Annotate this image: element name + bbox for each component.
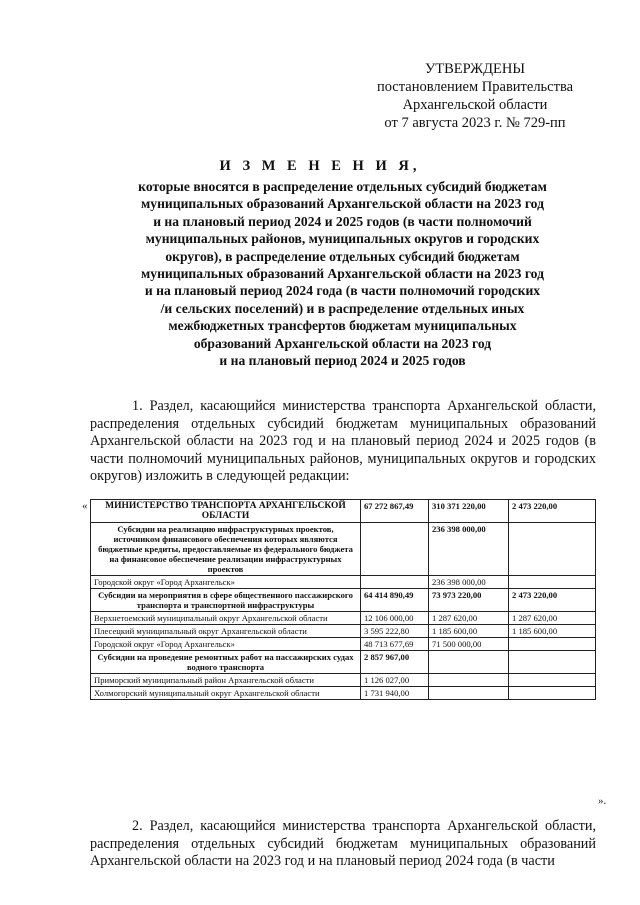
amount-2023-cell: [361, 523, 429, 576]
amount-2023-cell: 1 731 940,00: [361, 687, 429, 700]
table-row: [91, 576, 596, 589]
heading-line: округов), в распределение отдельных субсидий бюджетам: [165, 248, 520, 264]
amount-2025-cell: 1 287 620,00: [509, 612, 596, 625]
table-row: [91, 523, 596, 576]
paragraph-2: 2. Раздел, касающийся министерства транспорта Архангельской области, распределения отдельных субсидий бюджетам муниципальных образований Архангельской области на 2023 год и на плановый период 2024 года (в части: [90, 818, 596, 870]
amount-2023-cell: [361, 576, 429, 589]
amount-2023-cell: 48 713 677,69: [361, 638, 429, 651]
amount-2024-cell: 73 973 220,00: [429, 589, 509, 612]
amount-2025-cell: [509, 638, 596, 651]
amount-2024-cell: [429, 674, 509, 687]
heading-line: и на плановый период 2024 года (в части полномочий городских: [144, 283, 541, 299]
amount-2023-cell: 3 595 222,80: [361, 625, 429, 638]
heading-line: межбюджетных трансфертов бюджетам муниципальных: [168, 318, 517, 334]
amount-2024-cell: [429, 687, 509, 700]
amount-2025-cell: [509, 576, 596, 589]
changes-heading: [100, 178, 585, 369]
amount-2024-cell: 1 287 620,00: [429, 612, 509, 625]
recipient-cell: МИНИСТЕРСТВО ТРАНСПОРТА АРХАНГЕЛЬСКОЙ ОБЛАСТИ: [91, 500, 361, 523]
recipient-cell: Приморский муниципальный район Архангельской области: [91, 674, 361, 687]
amount-2024-cell: 71 500 000,00: [429, 638, 509, 651]
recipient-cell: Холмогорский муниципальный округ Архангельской области: [91, 687, 361, 700]
recipient-cell: Городской округ «Город Архангельск»: [91, 576, 361, 589]
table-row: [91, 589, 596, 612]
recipient-cell: Субсидии на проведение ремонтных работ на пассажирских судах водного транспорта: [91, 651, 361, 674]
heading-line: и на плановый период 2024 и 2025 годов: [219, 353, 466, 369]
amount-2025-cell: 2 473 220,00: [509, 589, 596, 612]
approval-line: постановлением Правительства: [376, 79, 574, 95]
subsidy-table: [90, 499, 596, 700]
amount-2023-cell: 67 272 867,49: [361, 500, 429, 523]
opening-quote: «: [82, 500, 88, 512]
amount-2025-cell: [509, 674, 596, 687]
closing-quote: ».: [598, 795, 607, 807]
heading-line: муниципальных районов, муниципальных округов и городских: [145, 231, 540, 247]
amount-2025-cell: 1 185 600,00: [509, 625, 596, 638]
recipient-cell: Городской округ «Город Архангельск»: [91, 638, 361, 651]
heading-line: муниципальных образований Архангельской области на 2023 год: [141, 196, 544, 212]
amount-2025-cell: [509, 687, 596, 700]
table-row: [91, 500, 596, 523]
amount-2023-cell: 2 857 967,00: [361, 651, 429, 674]
approval-date-number: от 7 августа 2023 г. № 729-пп: [384, 115, 566, 131]
approval-title: УТВЕРЖДЕНЫ: [424, 61, 526, 77]
heading-line: и на плановый период 2024 и 2025 годов (в части полномочий: [153, 213, 532, 229]
paragraph-1: 1. Раздел, касающийся министерства транспорта Архангельской области, распределения отдельных субсидий бюджетам муниципальных образований Архангельской области на 2023 год и на плановый период 2024 и 2025 годов (в части полномочий муниципальных районов, муниципальных округов и городских округов) изложить в следующей редакции:: [90, 398, 596, 485]
table-row: [91, 638, 596, 651]
amount-2024-cell: 236 398 000,00: [429, 576, 509, 589]
approval-line: Архангельской области: [402, 97, 548, 113]
approval-block: [360, 60, 590, 132]
table-row: [91, 687, 596, 700]
recipient-cell: Плесецкий муниципальный округ Архангельской области: [91, 625, 361, 638]
heading-line: которые вносятся в распределение отдельных субсидий бюджетам: [138, 179, 547, 194]
table-row: [91, 612, 596, 625]
recipient-cell: Субсидии на реализацию инфраструктурных проектов, источником финансового обеспечения которых являются бюджетные кредиты, предоставляемые из федерального бюджета на финансовое обеспечение реализации инфраструктурных проектов: [91, 523, 361, 576]
recipient-cell: Субсидии на мероприятия в сфере общественного пассажирского транспорта и транспортной инфраструктуры: [91, 589, 361, 612]
heading-line: муниципальных образований Архангельской области на 2023 год: [141, 266, 544, 282]
amount-2025-cell: [509, 523, 596, 576]
changes-title: И З М Е Н Е Н И Я,: [219, 158, 421, 174]
amount-2024-cell: [429, 651, 509, 674]
amount-2023-cell: 64 414 890,49: [361, 589, 429, 612]
heading-line: образований Архангельской области на 2023 год: [193, 335, 492, 351]
table-row: [91, 625, 596, 638]
amount-2025-cell: [509, 651, 596, 674]
amount-2024-cell: 1 185 600,00: [429, 625, 509, 638]
subsidy-table-body: [91, 500, 596, 700]
amount-2023-cell: 12 106 000,00: [361, 612, 429, 625]
table-row: [91, 674, 596, 687]
amount-2023-cell: 1 126 027,00: [361, 674, 429, 687]
heading-line: /и сельских поселений) и в распределение отдельных иных: [160, 300, 525, 316]
recipient-cell: Верхнетоемский муниципальный округ Архангельской области: [91, 612, 361, 625]
amount-2024-cell: 236 398 000,00: [429, 523, 509, 576]
amount-2024-cell: 310 371 220,00: [429, 500, 509, 523]
table-row: [91, 651, 596, 674]
amount-2025-cell: 2 473 220,00: [509, 500, 596, 523]
